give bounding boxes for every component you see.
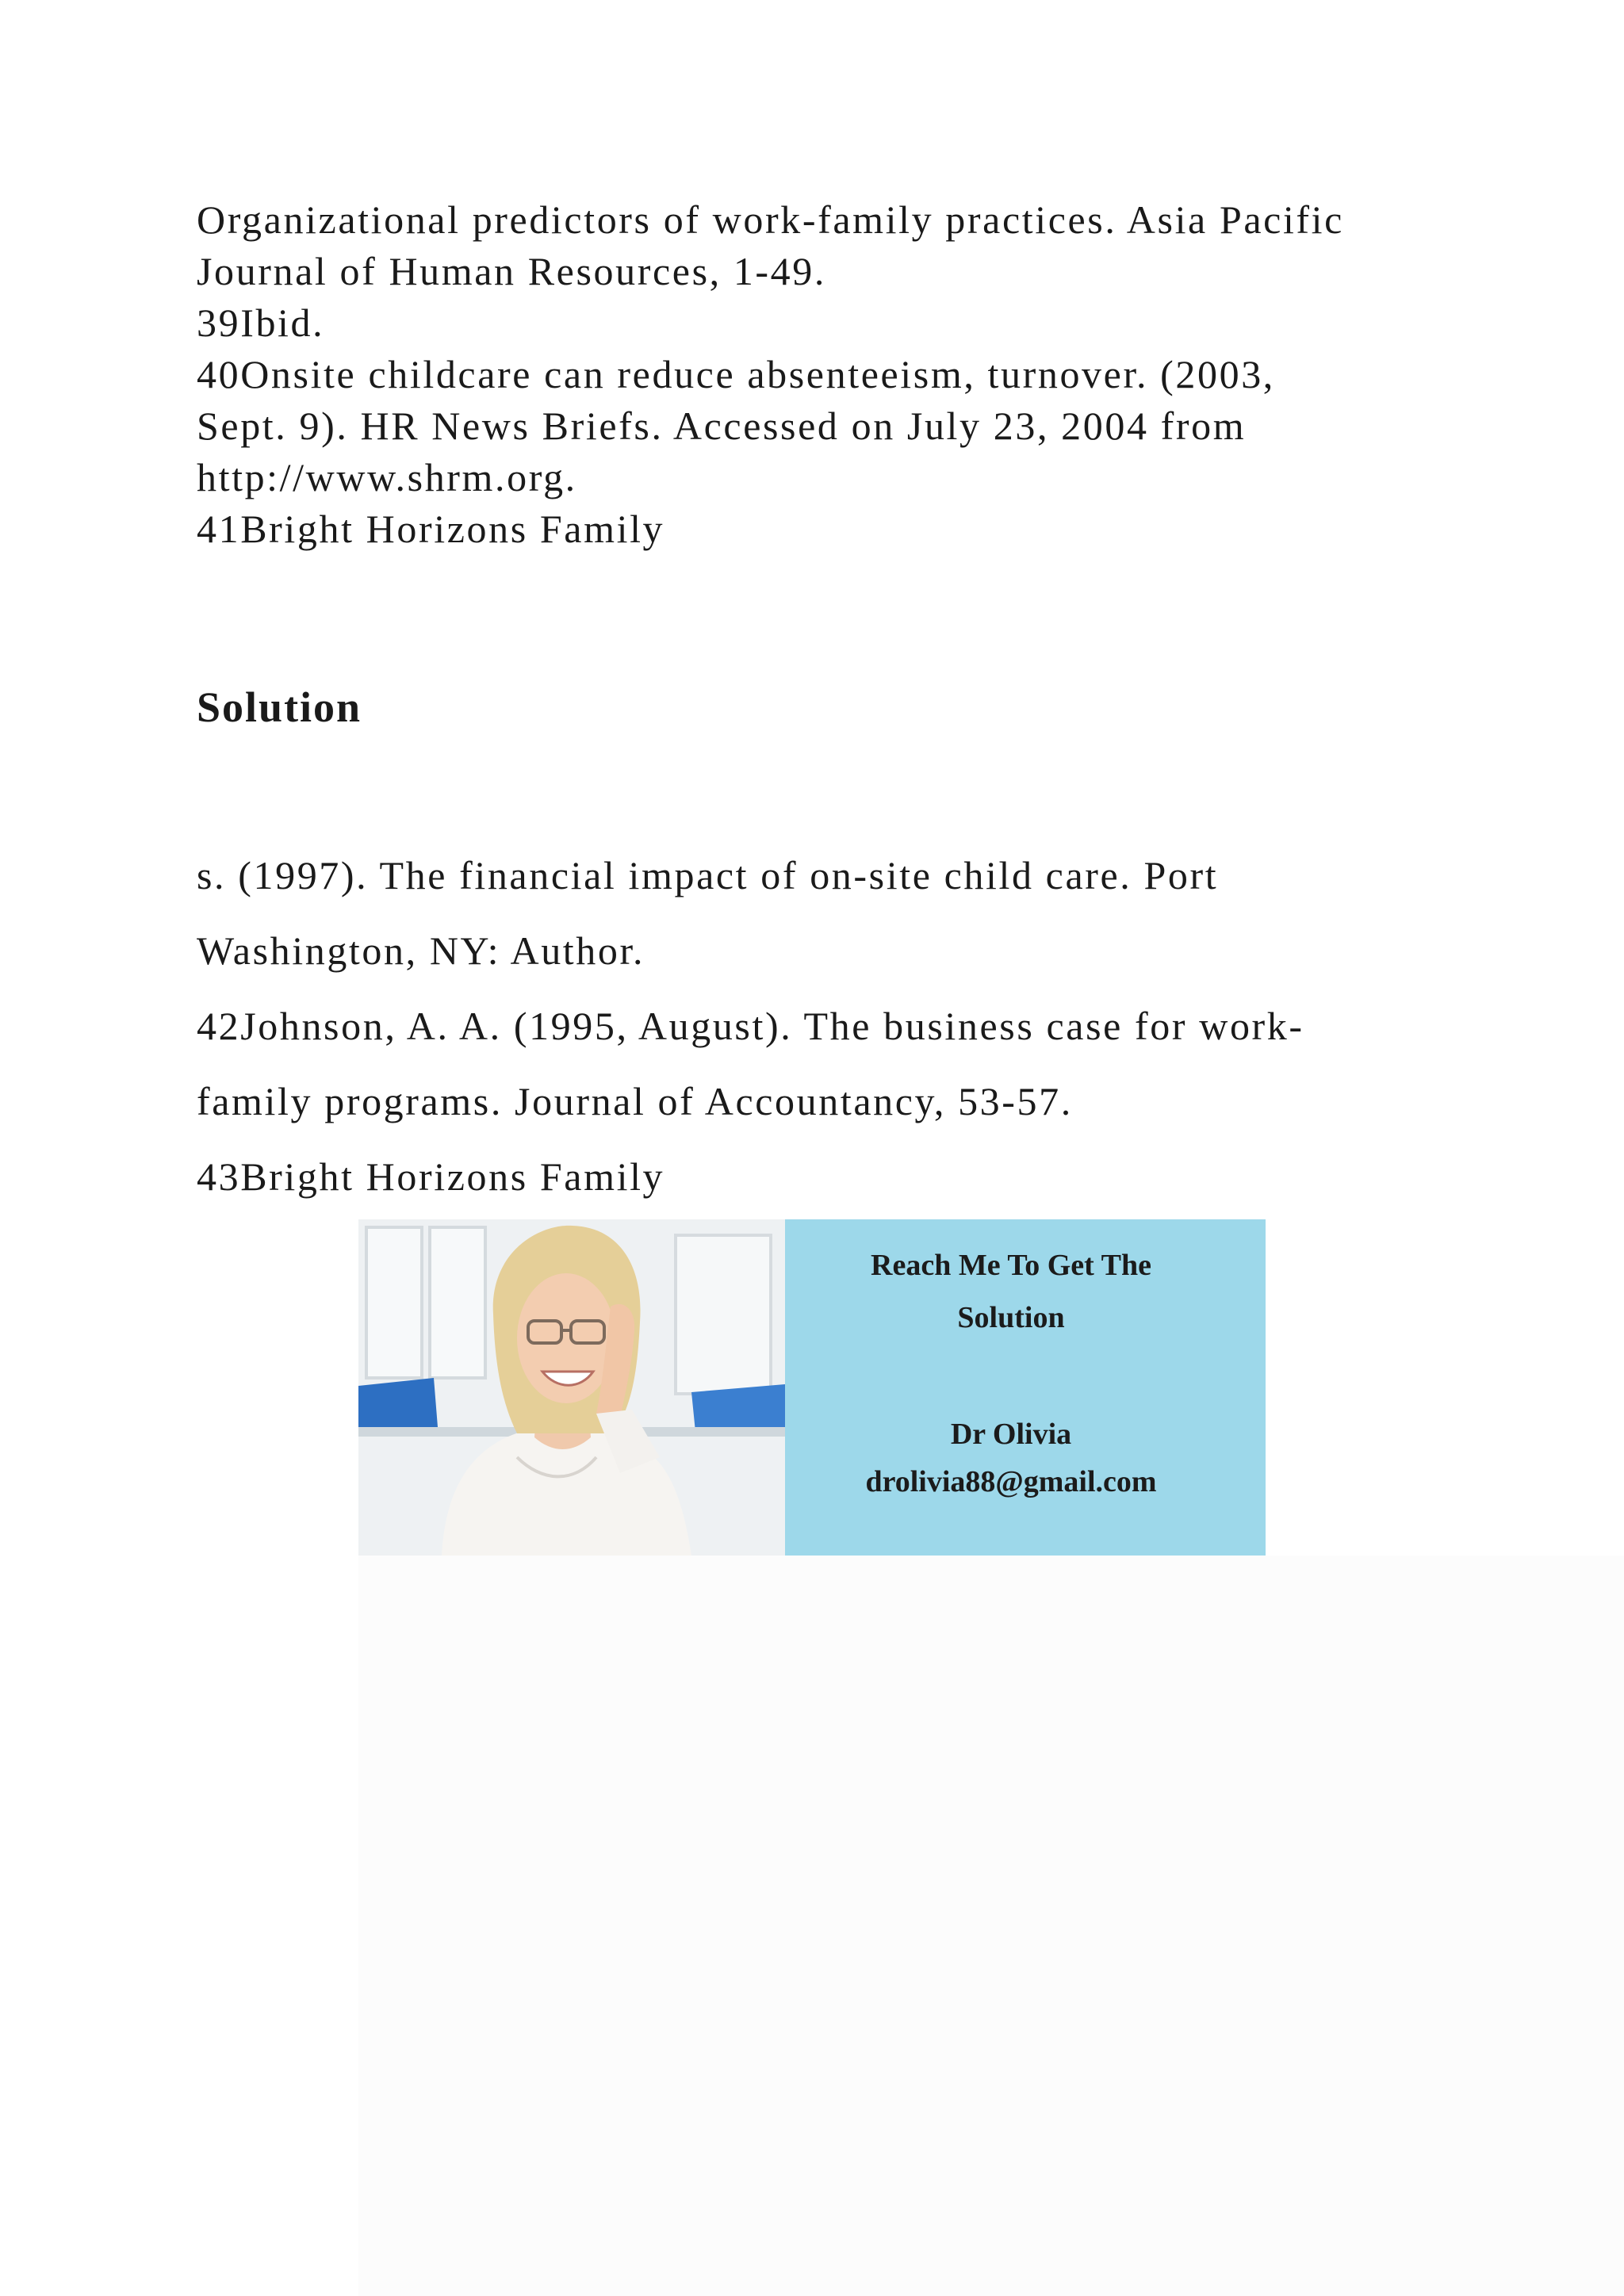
banner-subheadline: Solution (957, 1301, 1065, 1334)
reference-line: 40Onsite childcare can reduce absenteeism, turnover. (2003, (197, 352, 1275, 396)
reference-line: http://www.shrm.org. (197, 455, 577, 499)
reference-line: s. (1997). The financial impact of on-site child care. Port (197, 853, 1219, 897)
reference-line: 43Bright Horizons Family (197, 1154, 665, 1199)
woman-photo (358, 1219, 785, 1556)
reference-line: Journal of Human Resources, 1-49. (197, 249, 826, 293)
reference-line: 39Ibid. (197, 300, 325, 345)
reference-line: 41Bright Horizons Family (197, 507, 665, 551)
reference-line: Sept. 9). HR News Briefs. Accessed on July 23, 2004 from (197, 404, 1247, 448)
reference-line: Washington, NY: Author. (197, 928, 645, 973)
banner-headline: Reach Me To Get The (871, 1249, 1151, 1282)
references-bottom (197, 838, 1481, 1215)
references-top (197, 194, 1481, 555)
contact-email: drolivia88@gmail.com (865, 1465, 1157, 1498)
woman-illustration (358, 1219, 785, 1556)
reference-line: family programs. Journal of Accountancy, 53-57. (197, 1079, 1073, 1123)
contact-info-panel (785, 1219, 1266, 1556)
reference-line: Organizational predictors of work-family practices. Asia Pacific (197, 197, 1344, 242)
reference-line: 42Johnson, A. A. (1995, August). The business case for work- (197, 1004, 1304, 1048)
contact-name: Dr Olivia (950, 1418, 1072, 1451)
contact-banner (358, 1219, 1266, 1556)
section-heading: Solution (197, 683, 362, 731)
faint-background-panel (358, 1556, 1624, 2296)
